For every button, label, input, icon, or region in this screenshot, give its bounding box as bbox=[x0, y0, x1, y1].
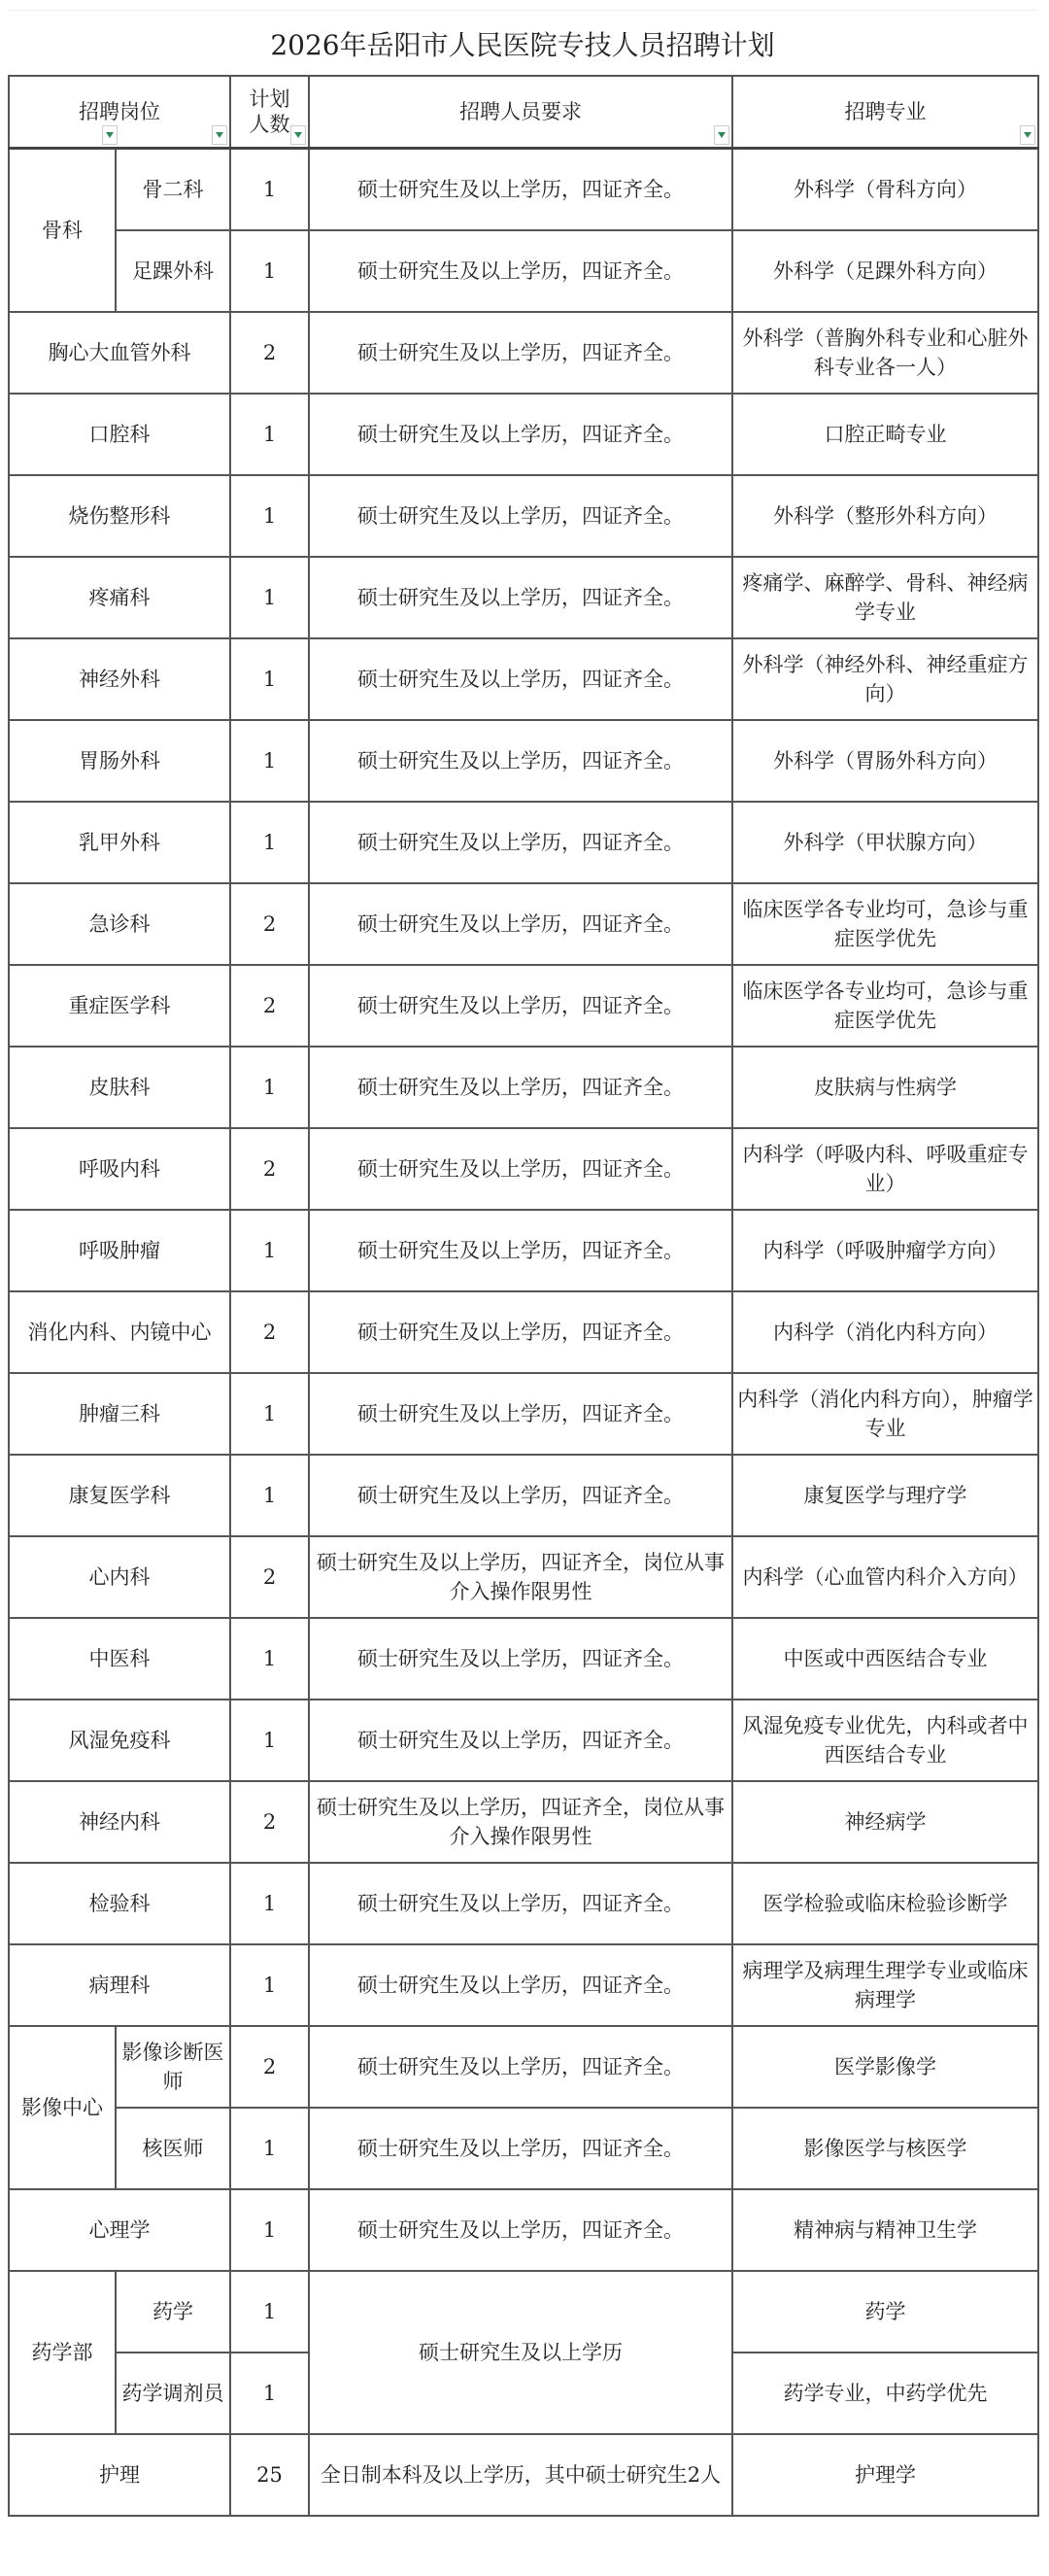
requirement-cell: 硕士研究生及以上学历，四证齐全。 bbox=[309, 1944, 732, 2026]
requirement-cell: 硕士研究生及以上学历，四证齐全。 bbox=[309, 1047, 732, 1128]
major-cell: 药学专业，中药学优先 bbox=[732, 2353, 1038, 2434]
major-cell: 外科学（胃肠外科方向） bbox=[732, 720, 1038, 802]
position-cell: 急诊科 bbox=[9, 883, 230, 965]
major-cell: 外科学（神经外科、神经重症方向） bbox=[732, 638, 1038, 720]
position-cell: 检验科 bbox=[9, 1863, 230, 1944]
requirement-cell: 硕士研究生及以上学历，四证齐全。 bbox=[309, 2026, 732, 2108]
major-cell: 内科学（消化内科方向），肿瘤学专业 bbox=[732, 1373, 1038, 1455]
table-row bbox=[9, 1210, 1038, 1291]
count-cell: 2 bbox=[230, 1128, 309, 1210]
table-row bbox=[9, 1700, 1038, 1781]
table-row bbox=[9, 1618, 1038, 1700]
major-cell: 病理学及病理生理学专业或临床病理学 bbox=[732, 1944, 1038, 2026]
count-cell: 1 bbox=[230, 1863, 309, 1944]
count-cell: 1 bbox=[230, 1618, 309, 1700]
count-cell: 2 bbox=[230, 1291, 309, 1373]
table-row bbox=[9, 883, 1038, 965]
count-cell: 1 bbox=[230, 1944, 309, 2026]
count-cell: 2 bbox=[230, 1536, 309, 1618]
requirement-cell: 硕士研究生及以上学历，四证齐全。 bbox=[309, 965, 732, 1047]
table-row bbox=[9, 1128, 1038, 1210]
table-row bbox=[9, 557, 1038, 638]
position-cell: 中医科 bbox=[9, 1618, 230, 1700]
count-cell: 1 bbox=[230, 1047, 309, 1128]
major-cell: 护理学 bbox=[732, 2434, 1038, 2516]
major-cell: 神经病学 bbox=[732, 1781, 1038, 1863]
requirement-cell: 硕士研究生及以上学历，四证齐全。 bbox=[309, 638, 732, 720]
count-cell: 1 bbox=[230, 149, 309, 231]
count-cell: 1 bbox=[230, 638, 309, 720]
table-body bbox=[9, 149, 1038, 2517]
table-row bbox=[9, 1373, 1038, 1455]
filter-dropdown-icon[interactable] bbox=[290, 125, 306, 145]
major-cell: 中医或中西医结合专业 bbox=[732, 1618, 1038, 1700]
requirement-cell: 硕士研究生及以上学历，四证齐全。 bbox=[309, 1291, 732, 1373]
header-major bbox=[732, 76, 1038, 149]
requirement-cell: 硕士研究生及以上学历，四证齐全。 bbox=[309, 230, 732, 312]
major-cell: 精神病与精神卫生学 bbox=[732, 2189, 1038, 2271]
count-cell: 2 bbox=[230, 965, 309, 1047]
requirement-cell: 硕士研究生及以上学历，四证齐全。 bbox=[309, 149, 732, 231]
header-count-label: 计划人数 bbox=[249, 87, 290, 136]
major-cell: 外科学（甲状腺方向） bbox=[732, 802, 1038, 883]
major-cell: 外科学（骨科方向） bbox=[732, 149, 1038, 231]
position-cell: 药学 bbox=[116, 2271, 230, 2353]
requirement-cell: 硕士研究生及以上学历，四证齐全。 bbox=[309, 1700, 732, 1781]
requirement-cell: 硕士研究生及以上学历，四证齐全。 bbox=[309, 557, 732, 638]
major-cell: 临床医学各专业均可，急诊与重症医学优先 bbox=[732, 883, 1038, 965]
position-cell: 足踝外科 bbox=[116, 230, 230, 312]
table-row bbox=[9, 638, 1038, 720]
header-major-label: 招聘专业 bbox=[844, 100, 927, 123]
position-cell: 神经外科 bbox=[9, 638, 230, 720]
table-row bbox=[9, 2026, 1038, 2108]
requirement-cell: 硕士研究生及以上学历，四证齐全。 bbox=[309, 1618, 732, 1700]
table-row bbox=[9, 394, 1038, 475]
table-row bbox=[9, 802, 1038, 883]
major-cell: 风湿免疫专业优先，内科或者中西医结合专业 bbox=[732, 1700, 1038, 1781]
count-cell: 1 bbox=[230, 2353, 309, 2434]
requirement-cell: 硕士研究生及以上学历，四证齐全，岗位从事介入操作限男性 bbox=[309, 1781, 732, 1863]
count-cell: 1 bbox=[230, 1210, 309, 1291]
requirement-cell: 硕士研究生及以上学历，四证齐全。 bbox=[309, 883, 732, 965]
position-cell: 神经内科 bbox=[9, 1781, 230, 1863]
count-cell: 1 bbox=[230, 475, 309, 557]
count-cell: 1 bbox=[230, 1373, 309, 1455]
requirement-cell: 硕士研究生及以上学历，四证齐全。 bbox=[309, 1128, 732, 1210]
table-row bbox=[9, 1781, 1038, 1863]
table-row bbox=[9, 475, 1038, 557]
requirement-cell: 硕士研究生及以上学历，四证齐全。 bbox=[309, 475, 732, 557]
count-cell: 1 bbox=[230, 2271, 309, 2353]
count-cell: 1 bbox=[230, 230, 309, 312]
major-cell: 内科学（呼吸肿瘤学方向） bbox=[732, 1210, 1038, 1291]
filter-dropdown-icon[interactable] bbox=[212, 125, 227, 145]
table-row bbox=[9, 2271, 1038, 2353]
filter-dropdown-icon[interactable] bbox=[102, 125, 118, 145]
header-position bbox=[9, 76, 230, 149]
page-title: 2026年岳阳市人民医院专技人员招聘计划 bbox=[8, 10, 1037, 76]
requirement-cell: 硕士研究生及以上学历，四证齐全。 bbox=[309, 1210, 732, 1291]
position-cell: 病理科 bbox=[9, 1944, 230, 2026]
table-row bbox=[9, 2434, 1038, 2516]
filter-dropdown-icon[interactable] bbox=[1020, 125, 1035, 145]
position-cell: 呼吸肿瘤 bbox=[9, 1210, 230, 1291]
group-cell: 影像中心 bbox=[9, 2026, 116, 2189]
table-row bbox=[9, 1455, 1038, 1536]
requirement-cell: 硕士研究生及以上学历，四证齐全。 bbox=[309, 802, 732, 883]
major-cell: 疼痛学、麻醉学、骨科、神经病学专业 bbox=[732, 557, 1038, 638]
position-cell: 呼吸内科 bbox=[9, 1128, 230, 1210]
table-row bbox=[9, 2108, 1038, 2189]
count-cell: 1 bbox=[230, 2189, 309, 2271]
position-cell: 药学调剂员 bbox=[116, 2353, 230, 2434]
requirement-cell: 硕士研究生及以上学历，四证齐全。 bbox=[309, 1455, 732, 1536]
major-cell: 外科学（整形外科方向） bbox=[732, 475, 1038, 557]
position-cell: 影像诊断医师 bbox=[116, 2026, 230, 2108]
table-row bbox=[9, 965, 1038, 1047]
count-cell: 1 bbox=[230, 2108, 309, 2189]
position-cell: 核医师 bbox=[116, 2108, 230, 2189]
group-cell: 骨科 bbox=[9, 149, 116, 313]
count-cell: 1 bbox=[230, 802, 309, 883]
header-requirement-label: 招聘人员要求 bbox=[459, 100, 582, 123]
count-cell: 1 bbox=[230, 720, 309, 802]
position-cell: 疼痛科 bbox=[9, 557, 230, 638]
major-cell: 医学检验或临床检验诊断学 bbox=[732, 1863, 1038, 1944]
count-cell: 2 bbox=[230, 883, 309, 965]
table-row bbox=[9, 1863, 1038, 1944]
header-position-label: 招聘岗位 bbox=[79, 100, 160, 123]
requirement-cell: 硕士研究生及以上学历，四证齐全。 bbox=[309, 1863, 732, 1944]
position-cell: 胃肠外科 bbox=[9, 720, 230, 802]
position-cell: 皮肤科 bbox=[9, 1047, 230, 1128]
major-cell: 内科学（心血管内科介入方向） bbox=[732, 1536, 1038, 1618]
header-count bbox=[230, 76, 309, 149]
count-cell: 1 bbox=[230, 557, 309, 638]
requirement-cell: 硕士研究生及以上学历，四证齐全，岗位从事介入操作限男性 bbox=[309, 1536, 732, 1618]
count-cell: 2 bbox=[230, 312, 309, 394]
position-cell: 心内科 bbox=[9, 1536, 230, 1618]
requirement-cell: 硕士研究生及以上学历 bbox=[309, 2271, 732, 2434]
group-cell: 药学部 bbox=[9, 2271, 116, 2434]
table-row bbox=[9, 312, 1038, 394]
position-cell: 口腔科 bbox=[9, 394, 230, 475]
major-cell: 药学 bbox=[732, 2271, 1038, 2353]
table-row bbox=[9, 1944, 1038, 2026]
major-cell: 内科学（呼吸内科、呼吸重症专业） bbox=[732, 1128, 1038, 1210]
table-row bbox=[9, 1291, 1038, 1373]
recruitment-table bbox=[8, 75, 1039, 2517]
requirement-cell: 硕士研究生及以上学历，四证齐全。 bbox=[309, 2189, 732, 2271]
position-cell: 风湿免疫科 bbox=[9, 1700, 230, 1781]
major-cell: 医学影像学 bbox=[732, 2026, 1038, 2108]
major-cell: 影像医学与核医学 bbox=[732, 2108, 1038, 2189]
position-cell: 重症医学科 bbox=[9, 965, 230, 1047]
requirement-cell: 硕士研究生及以上学历，四证齐全。 bbox=[309, 720, 732, 802]
position-cell: 消化内科、内镜中心 bbox=[9, 1291, 230, 1373]
count-cell: 25 bbox=[230, 2434, 309, 2516]
filter-dropdown-icon[interactable] bbox=[714, 125, 729, 145]
table-row bbox=[9, 1536, 1038, 1618]
count-cell: 1 bbox=[230, 1455, 309, 1536]
count-cell: 2 bbox=[230, 1781, 309, 1863]
position-cell: 肿瘤三科 bbox=[9, 1373, 230, 1455]
table-row bbox=[9, 149, 1038, 231]
position-cell: 心理学 bbox=[9, 2189, 230, 2271]
position-cell: 胸心大血管外科 bbox=[9, 312, 230, 394]
table-header-row bbox=[9, 76, 1038, 149]
position-cell: 烧伤整形科 bbox=[9, 475, 230, 557]
requirement-cell: 硕士研究生及以上学历，四证齐全。 bbox=[309, 1373, 732, 1455]
major-cell: 内科学（消化内科方向） bbox=[732, 1291, 1038, 1373]
major-cell: 康复医学与理疗学 bbox=[732, 1455, 1038, 1536]
major-cell: 外科学（普胸外科专业和心脏外科专业各一人） bbox=[732, 312, 1038, 394]
count-cell: 2 bbox=[230, 2026, 309, 2108]
major-cell: 外科学（足踝外科方向） bbox=[732, 230, 1038, 312]
position-cell: 护理 bbox=[9, 2434, 230, 2516]
requirement-cell: 全日制本科及以上学历，其中硕士研究生2人 bbox=[309, 2434, 732, 2516]
table-row bbox=[9, 230, 1038, 312]
count-cell: 1 bbox=[230, 394, 309, 475]
table-row bbox=[9, 1047, 1038, 1128]
requirement-cell: 硕士研究生及以上学历，四证齐全。 bbox=[309, 394, 732, 475]
position-cell: 骨二科 bbox=[116, 149, 230, 231]
requirement-cell: 硕士研究生及以上学历，四证齐全。 bbox=[309, 312, 732, 394]
count-cell: 1 bbox=[230, 1700, 309, 1781]
header-requirement bbox=[309, 76, 732, 149]
major-cell: 临床医学各专业均可，急诊与重症医学优先 bbox=[732, 965, 1038, 1047]
position-cell: 康复医学科 bbox=[9, 1455, 230, 1536]
position-cell: 乳甲外科 bbox=[9, 802, 230, 883]
requirement-cell: 硕士研究生及以上学历，四证齐全。 bbox=[309, 2108, 732, 2189]
major-cell: 口腔正畸专业 bbox=[732, 394, 1038, 475]
table-row bbox=[9, 2189, 1038, 2271]
table-row bbox=[9, 720, 1038, 802]
major-cell: 皮肤病与性病学 bbox=[732, 1047, 1038, 1128]
